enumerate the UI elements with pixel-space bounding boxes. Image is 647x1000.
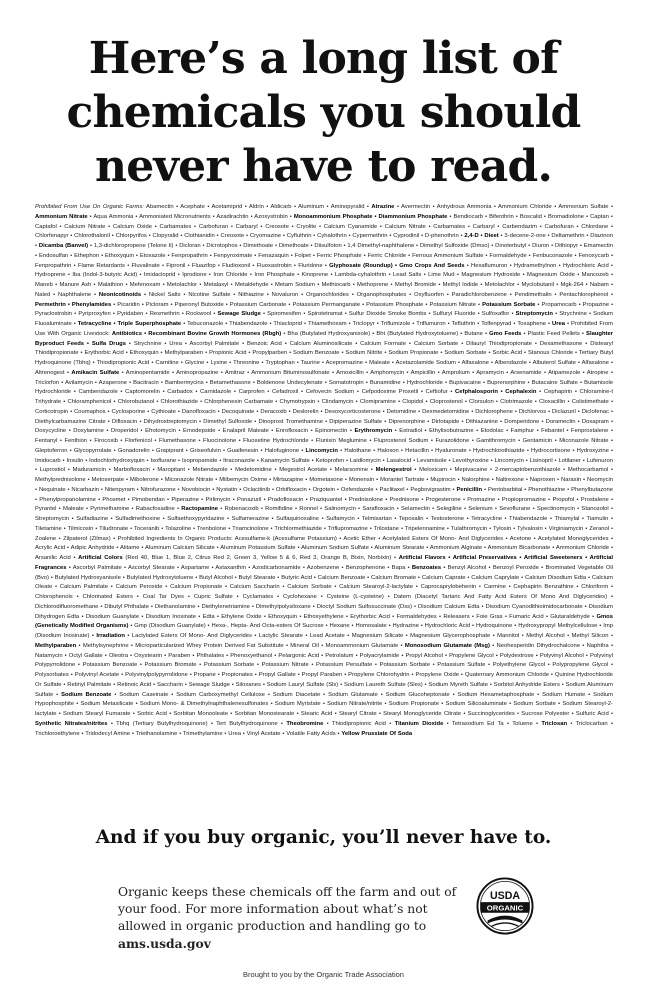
chemical-list-bold-run: Antibiotics • Recombinant Bovine Growth Hormones (Rbgh) (111, 330, 282, 337)
chemical-list-run: • Plastic Feed Pellets • (521, 330, 587, 337)
chemical-list-bold-run: Gmo Feeds (489, 330, 522, 337)
chemical-list-bold-run: Irradiation (96, 633, 125, 639)
chemical-list-run: • Triclocarban • Trichloroethylene • Tridodecyl Amine • Triethanolamine • Trimethylamine • Urea • Vinyl Acetate • Volatile Fatty Acids • (35, 720, 613, 737)
chemical-list-bold-run: Urea (552, 321, 565, 327)
chemical-list-run: • Tebuconazole • Thiabendazole • Thiacloprid • Thiamethoxam • Triclopyr • Triflumizole • Triflumuron • Tefluthrin • Tolfenpyrad • Toxaphene • (181, 321, 552, 327)
chemical-list-bold-run: Permethrin • Phenylamides (35, 301, 112, 308)
usda-organic-seal-icon (476, 877, 534, 935)
chemical-list-run: • Neohesperidin Dihydrochalcone • Naphtha • Natamycin • Octyl Gallate • Oleotra • Oxystearin • Paraben • Phthalates • Phenoxyethanol • Pelargonic Acid • Petrolatum • Polyacrylamide • Propyl Alcohol • Propylene Glycol • Polydextrose • Polyvinyl Alcohol • Polyvinyl Polypyrrolidone • Potassium Benzoate • Potassium Bromate • Potassium Sorbate • Potassium Nitrate • Potassium Persulfate • Potassium Sorbate • Potassium Sulfate • Polyethylene Glycol • Polypropylene Glycol • Polysorbates • Polyvinyl Acetate • Polyvinylpolypyrrolidone • Propane • Propionates • Propyl Gallate • Propyl Paraben • Propylene Chlorohydrin • Propylene Oxide • Quaternary Ammonium Chloride • Quinine Hydrochloride Or Sulfate • Retinyl Palmitate • Retinoic Acid • Saccharin • Sewage Sludge • Siloxanes • Sodium Lauryl Sulfate (Sls) • Sodium Laureth Sulfate (Sles) • Sodium Myreth Sulfate • Sorbitol Anhydride Esters • Sodium Aluminum Sulfate • (35, 642, 613, 698)
seal-usda-text: USDA (489, 890, 521, 903)
chemical-list-bold-run: Amikacin Sulfate (71, 369, 120, 376)
chemical-list-bold-run: Gmos (Genetically Modified Organisms) (35, 613, 613, 630)
chemical-list-run: • Spiromesifen • Spirotetramat • Sulfur Dioxide Smoke Bombs • Sulfuryl Fluoride • Sulfoxaflor • (260, 311, 516, 318)
chemical-list-bold-run: Benzoates (411, 564, 442, 571)
chemical-list-bold-run: Neonicotinoids (98, 291, 142, 298)
chemical-list-run: • Ascorbyl Palmitate • Ascorbyl Stearate • Aspartame • Astaxanthin • Azodicarbonamide • Azobenzene • Benzophenone • Bapa • (66, 564, 412, 571)
chemical-list-bold-run: Titanium Dioxide (394, 720, 444, 727)
chemical-list-bold-run: Slaughter Byproduct Feeds • Sulfa Drugs (35, 330, 613, 347)
chemical-list-bold-run: Theobromine (286, 720, 324, 727)
chemical-list-bold-run: Erythromycin (354, 428, 393, 435)
chemical-list-bold-run: Ammonium Nitrate (35, 213, 88, 220)
chemical-list-run: • Estradiol • Ethylisobutrazine • Etodolac • Famphur • Febantel • Fenprostalene • Fentanyl • Fenthion • Firocoxib • Florfenicol • Flumethasone • Fluocinolone • Fluoxetine Hydrochloride • Flunixin Meglumine • Fluprostenol Sodium • Furazolidone • Gamithromycin • Gentamicin • Miconazole Nitrate • Gleptoferron • Glycopyrrolate • Gonadorelin • Grapiprant • Griseofulvin • Guaifenesin • Halofuginone • (35, 428, 613, 454)
body-text (118, 884, 463, 953)
chemical-list-bold-run: Melengestrol (375, 467, 412, 474)
chemical-list-bold-run: Sodium Benzoate (61, 691, 112, 698)
chemical-list-run: • Prohibited From Use With Organic Livestock: (35, 321, 613, 337)
chemical-list-bold-run: Synthetic Nitrates/nitrites (35, 720, 108, 727)
chemical-list-intro: Prohibited From Use On Organic Farms: (35, 204, 144, 210)
tagline: And if you buy organic, you’ll never have to. (95, 827, 552, 848)
footer-credit: Brought to you by the Organic Trade Association (243, 970, 404, 979)
chemical-list-run: • Lactylated Esters Of Mono- And Diglycerides • Lactylic Stearate • Lead Acetate • Magnesium Silicate • Magnesium Glycerophosphate • Mannitol • Methyl Alcohol • Methyl Silicon • (124, 633, 613, 639)
chemical-list-run: • Methylsynephrine • Microparticularized Whey Protein Derived Fat Substitute • Mineral Oil • Monoammonium Glutamate • (76, 642, 405, 649)
chemical-list-bold-run: Dicamba (Banvel) (38, 243, 89, 249)
chemical-list-bold-run: Penicillin (456, 486, 483, 493)
chemical-list-bold-run: Triclosan (541, 720, 568, 727)
chemical-list-bold-run: Monoammonium Phosphate • Diammonium Phosphate (293, 213, 448, 220)
chemical-list-run: • Strychnine • Urea • Ascorbyl Palmitate • Benzoic Acid • Calcium Aluminosilicate • Calcium Formate • Calcium Sorbate • Dilauryl Thiodipropionate • Dexamethasone • Distearyl Thiodipropionate • Erythorbic Acid • Ethoxyquin • Methylparaben • Propionic Acid • Propylparben • Sodium Benzoate • Sodium Nitrite • Sodium Propionate • Sodium Sorbate • Sorbic Acid • Stanous Chloride • Tertiary Butyl Hydroquinone (Tbhq) • Thiodipropionic Acid • Carnitine • Glycine • Lysine • Threonine • Tryptophan • Taurine • Acepromazine • Maleate • Acetazolamide Sodium • Alfaxalone • Albendazole • Albuterol Sulfate • Alfaxalone • Altrenogest • (35, 340, 613, 376)
chemical-list-run: • Hexaflumuron • Hydramethylnon • Hydrochloric Acid • Hydroprene • Iba (Indol-3-butyric Acid) • Imidacloprid • Iprodione • Iron Chloride • Iron Phosphate • Kinoprene • Lambda-cyhalothrin • Lead Salts • Lime Mud • Magnesium Hydroxide • Magnesium Oxide • Mancozeb • Maneb • Manure Ash • Malathion • Mefenoxam • Metolachlor • Metalaxyl • Metaldehyde • Metam Sodium • Methiocarb • Methoprene • Methyl Bromide • Methyl Iodide • Metolachlor • Myclobutanil • Mgk-264 • Nabam • Naled • Naphthalene • (35, 262, 613, 298)
chemical-list-bold-run: Monosodium Glutamate (Msg) (404, 642, 490, 649)
chemical-list-run: • Bha (Butylated Hydroxyanisole) • Bht (Butylated Hydroxytoluene) • Butane • (281, 330, 490, 337)
chemical-list-run: • 1,3-dichloropropene (Telone Ii) • Dicloran • Dicrotophos • Dimethoate • Dimethoate • Diisulfoton • 1,4 Dimethyl-naphthalene • Dimethyl Sulfoxide (Dmso) • Dinoterbutyl • Diuron • Dithiopyr • Emamectin • Endosulfan • Ethephon • Ethoxyquin • Etoxazole • Fenpropathrin • Fenpyroximate • Fenazaquin • Folpet • Ferric Phosphate • Ferric Chloride • Ferrous Ammonium Sulfate • Formaldehyde • Fenbuconazole • Fenoxycarb • Fenpropathrin • Flame Retardants • Fluvalinate • Fipronil • Fluazifop • Fludioxonil • Fluoxastrobin • Fluridone • (35, 243, 613, 269)
chemical-list-run: • Aqua Ammonia • Ammoniated Micronutrients • Azadirachtin • Azoxystrobin • (87, 213, 294, 220)
chemical-list-run: • Avermectin • Anhydrous Ammonia • Ammonium Chloride • Ammonium Sulfate • (394, 204, 613, 210)
chemical-list-run: • Bendiocarb • Bifenthrin • Boscalid • Bromadiolone • Captan • Captafol • Calcium Nitrate • Calcium Oxide • Carbamates • Carbofuran • Carbaryl • Creosote • Cryolite • Calcium Cyanamide • Calcium Nitrate • Carbamates • Carbaryl • Carbendazim • Carbofuran • Chlordane • Chlorfenapyr • Chlorothalonil • Chlorpyrifos • Clopyralid • Clothianidin • Creosote • Cryomazine • Cyfluthrin • Cyhalothrin • Cypermethrin • Cyprodinil • D-phenothrin • (35, 213, 613, 240)
chemical-list-bold-run: 2,4-D • Dieet (464, 233, 499, 240)
chemical-list-bold-run: Lincomycin (305, 447, 338, 454)
chemical-list (35, 203, 613, 806)
chemical-list-run: • Halothane • Haloxon • Hetacillin • Hyaluronate • Hydrochlorothiazide • Hydrocortisone • Hydroxyzine • Imidocarb • Insulin • Iodochlorhydroxyquin • Isoflurane • Isopropamide • Itraconazole • Kanamycin Sulfate • Ketoprofen • Laidlomycin • Lasalocid • Levamisole • Levothyroxine • Lincomycin • Lisinopril • Lotilaner • Lufenuron • Luprostiol • Maduramicin • Marbofloxacin • Maropitant • Mebendazole • Medetomidine • Megestrol Acetate • Melarsomine • (35, 447, 613, 474)
chemical-list-run: • Pentobarbital • Phenothiazine • Phenylbutazone • Phenylpropanolamine • Phosmet • Pimobendan • Piperazine • Pirlimycin • Ponazuril • Pradofloxacin • Praziquantel • Prednisolone • Prednisone • Progesterone • Promazine • Propiopromazine • Propofol • Prostalene • Pyrantel • Maleate • Pyrimethamine • Rabacfosadine • (35, 486, 613, 513)
chemical-list-bold-run: Ractopamine (181, 506, 218, 513)
body-copy: Organic keeps these chemicals off the farm and out of your food. For more information about what’s not allowed in organic production and handling go to (118, 885, 457, 933)
chemical-list-bold-run: Tetracycline • Triple Superphosphate (77, 321, 182, 327)
chemical-list-bold-run: Potassium Sorbate (482, 301, 536, 308)
chemical-list-bold-run: Yellow Prussiate Of Soda (341, 730, 413, 737)
chemical-list-run: • 3-decene-2-one • Deltamethrin • Diazinon • (35, 233, 613, 249)
chemical-list-run: • Cephapirin • Chloramine-t Trihydrate • Chloramphenicol • Chlorobutanol • Chlorothiazide • Chlorphenesin Carbamate • Chymotrypsin • Clindamycin • Clomipramine • Clopidol • Cloprostenol • Clorsulon • Clotrimazole • Cloxacillin • Colistimethate • Corticotropin • Coumaphos • Cyclosporine • Cythioate • Danofloxacin • Decoquinate • Deracoxib • Deslorelin • Desoxycorticosterone • Detomidine • Dexmedetomidine • Dichlorophene • Dichlorvos • Diclazuril • Diclofenac • Diethylcarbamazine Citrate • Difloxacin • Dihydrostreptomycin • Dimethyl Sulfoxide • Dinoprost Tromethamine • Dipiperazine Sulfate • Diprenorphine • Dirlotapide • Dithiazanine • Domperidone • Doramectin • Doxapram • Doxycycline • Doxylamine • Droperidol • Efrotomycin • Emodepside • Enalapril Maleate • Enrofloxacin • Epinomectin • (35, 389, 613, 435)
chemical-list-bold-run: Cefphalosporin • Cephalexin (455, 389, 537, 396)
chemical-list-bold-run: Sewage Sludge (217, 311, 261, 318)
headline (20, 32, 627, 194)
chemical-list-bold-run: Artificial Flavors • Artificial Preservatives • Artificial Sweeteners • Artificial Fragrances (35, 555, 613, 571)
chemical-list-run: • Benzyl Alcohol • Benzoyl Peroxide • Brominated Vegetable Oil (Bvo) • Butylated Hydroxyanisole • Butylated Hydroxytoluene • Butyl Alcohol • Butyl Stearate • Butyric Acid • Calcium Benzoate • Calcium Bromate • Calcium Caprate • Calcium Caprylate • Calcium Disodium Edta • Calcium Oleate • Calcium Palmitate • Calcium Peroxide • Calcium Propionate • Calcium Saccharin • Calcium Sorbate • Calcium Stearoyl-2-lactylate • Caprocaprylobehenin • Carmine • Cephapirin Benzathine • Chloriform • Chlorophenols • Chlorinated Esters • Coal Tar Dyes • Cupric Sulfate • Cyclamates • Cyclohexane • Cysteine (L-cysteine) • Datem (Diacetyl Tartaric And Fatty Acid Esters Of Mono And Diglycerides) • Dichlorodifluoromethane • Dibutyl Phthalate • Diethanolamine • Diethylenetriamine • Dimethylpolysiloxane • Dioctyl Sodium Sulfosuccinate (Dss) • Disodium Calcium Edta • Disodium Cyanodithioimidocarbonate • Disodium Dihydrogen Edta • Disodium Guanylate • Disodium Inosinate • Edta • Ethylene Oxide • Ethoxyquin • Ethoxyethylene • Erythorbic Acid • Formaldehydes • Releasers • Foie Gras • Fumaric Acid • Glutaraldehyde • (35, 564, 613, 620)
usda-link[interactable]: ams.usda.gov (118, 936, 211, 951)
chemical-list-bold-run: Artificial Colors (78, 555, 123, 561)
headline-line-2: chemicals you should (66, 87, 581, 138)
chemical-list-run: • Tetrasodium Ed Ta • Toluene • (443, 720, 542, 727)
chemical-list-run: • Gmp (Disodium Guanylate) • Hexa-, Hepta- And Octa-esters Of Sucrose • Hexane • Homosalate • Hydrazine • Hydrochloric Acid • Hydroquinone • Hydroxypropyl Methylcellulose • Imp (Disodium Inosinate) • (35, 623, 613, 639)
chemical-list-run: • Meloxicam • Mepivacaine • 2-mercaptobenzothiazole • Methocarbamol • Methylprednisolone • Metoserpate • Mibolerone • Miconazole Nitrate • Milbemycin Oxime • Mirtazapine • Mometasone • Monensin • Morantel Tartrate • Mupirocin • Nalorphine • Naltrexone • Naproxen • Narasin • Neomycin • Nequinate • Nicarbazin • Nitenpyram • Nitrofurazone • Novobiocin • Nystatin • Oclacitinib • Orbifloxacin • Orgotein • Oxfendazole • Paclitaxel • Pegbovigrastim • (35, 467, 613, 493)
chemical-list-bold-run: Atrazine (371, 204, 395, 210)
headline-line-3: never have to read. (95, 141, 552, 192)
chemical-list-run: • Thiodipropionic Acid • (323, 720, 395, 727)
chemical-list-run: • Nickel Salts • Nicotine Sulfate • Nithiazine • Novaluron • Organochlorides • Organophosphates • Oxyfluorfen • Paradichlorobenzene • Pendimethalin • Pentachlorophenol • (141, 291, 613, 298)
chemical-list-bold-run: Glyphosate (Roundup) • Gmo Crops And Seeds (329, 262, 465, 269)
headline-line-1: Here’s a long list of (88, 33, 559, 84)
chemical-list-run: • Propamocarb • Propazine • Pyraclostrobin • Pyriproxyfen • Pyridaben • Resmethrin • Rockwool • (35, 301, 613, 318)
chemical-list-run: • Sodium Caseinate • Sodium Carboxymethyl Cellulose • Sodium Diacetate • Sodium Glutamate • Sodium Glucoheptonate • Sodium Hexametaphosphate • Sodium Humate • Sodium Hypophosphite • Sodium Metasilicate • Sodium Mono- & Dimethylnaphthalenesulfonates • Sodium Myristate • Sodium Nitrate/nitrite • Sodium Propionate • Sodium Silicoaluminate • Sodium Sorbate • Sodium Stearoyl-2-lactylate • Sodium Stearyl Fumarate • Sorbic Acid • Sorbitan Monooleate • Sorbitan Monostearate • Stearic Acid • Stearyl Citrate • Stearyl Monoglyceride Citrate • Succinoglycerides • Sucrose Polyester • Sulfuric Acid • (35, 691, 613, 717)
chemical-list-bold-run: Streptomycin (515, 311, 553, 318)
seal-organic-text: ORGANIC (486, 903, 524, 913)
chemical-list-bold-run: Methylparaben (35, 642, 77, 649)
chemical-list-run: (Red 40, Blue 1, Blue 2, Citrus Red 2, Green 3, Yellow 5 & 6, Red 3, Orange B, Bixin, Norbixin) • (122, 555, 399, 561)
chemical-list-run: • Picaridin • Picloram • Piperonyl Butoxide • Potassium Carbonate • Potassium Permanganate • Potassium Phosphate • Potassium Nitrate • (111, 301, 483, 308)
chemical-list-run: • Tbhq (Tertiary Butylhydroquinone) • Tert Butylhydroquinone • (107, 720, 287, 727)
chemical-list-run: • Robenacoxib • Romifidine • Ronnel • Salinomycin • Sarafloxacin • Selamectin • Selegiline • Selenium • Sevoflurane • Spectinomycin • Stanozolol • Streptomycin • Sulfadiazine • Sulfadimethoxine • Sulfaethoxypyridazine • Sulfamerazine • Sulfaquinoxaline • Sulfamycin • Telmisartan • Tepoxalin • Testosterone • Tetracycline • Thiabendazole • Thiamylal • Tiamulin • Tiletamine • Tilmicosin • Tiludronate • Toceranib • Tolazoline • Trenbolone • Triamcinolone • Trichlormethiazide • Triflupromazine • Trilostane • Tripelennamine • Tulathromycin • Tylosin • Tylvalosin • Virginiamycin • Zeranol • Zoalene • Zilpaterol (Zilmax) • Prohibited Ingredients In Organic Products: Acesulfame-k (Acesulfame Potassium) • Acetic Ether • Acetylated Esters Of Mono- And Diglycerides • Acetone • Acetylated Monoglycerides • Acrylic Acid • Adipic Anhydride • Alitame • Aluminum Calcium Silicate • Aluminum Potassium Sulfate • Aluminum Sodium Sulfate • Aluminum Stearate • Ammonium Alginate • Ammonium Bicarbonate • Ammonium Chloride • Arsanilic Acid • (35, 506, 613, 561)
chemical-list-run: • Strychnine • Sodium Fluoaluminate • (35, 311, 613, 327)
chemical-list-run: • Aminopentamide • Aminopropazine • Amitraz • Ammonium Bituminosulfonate • Amoxicillin • Amphomycin • Ampicillin • Amprolium • Apramycin • Arsenamide • Atipamezole • Atropine • Triclorfon • Avilamycin • Azaperone • Bacitracin • Bambermycins • Betamethasone • Boldenone Undecylenate • Somatotropin • Bunamidine • Hydrochloride • Bupivacaine • Buprenorphine • Butacaine Sulfate • Butamisole Hydrochloride • Cambendazole • Captomorelin • Carbadox • Carnidazole • Carprofen • Cefadroxil • Cefovecin Sodium • Cefpodoxime Proxetil • Ceftiofur • (35, 369, 613, 396)
chemical-list-run: Abamectin • Acephate • Acetamiprid • Aldrin • Aldicarb • Aluminum • Aminopyralid • (143, 204, 372, 210)
